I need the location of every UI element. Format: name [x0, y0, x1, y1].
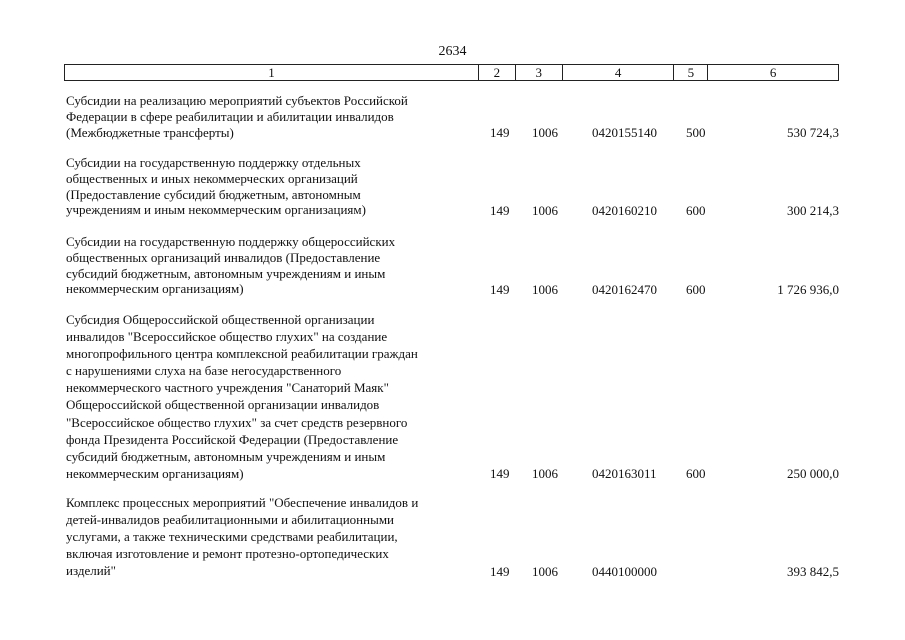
description-line: "Всероссийское общество глухих" за счет средств резервного	[66, 414, 408, 430]
gr-code: 149	[490, 466, 510, 482]
table-header	[64, 64, 839, 81]
expense-type-code: 600	[686, 466, 706, 482]
page-number: 2634	[438, 44, 467, 59]
gr-code: 149	[490, 203, 510, 219]
description-line: Общероссийской общественной организации инвалидов	[66, 397, 380, 413]
section-code: 1006	[532, 466, 558, 482]
expense-type-code: 600	[686, 203, 706, 219]
expense-type-code: 500	[686, 125, 706, 141]
description-line: общественных и иных некоммерческих организаций	[66, 170, 358, 186]
description-line: некоммерческого частного учреждения "Санаторий Маяк"	[66, 380, 389, 396]
header-col-5: 5	[674, 65, 708, 80]
table-row	[66, 494, 839, 580]
section-code: 1006	[532, 203, 558, 219]
table-row	[66, 234, 839, 298]
amount: 1 726 936,0	[777, 282, 839, 298]
target-code: 0440100000	[592, 564, 657, 580]
amount: 530 724,3	[787, 125, 839, 141]
section-code: 1006	[532, 125, 558, 141]
description-line: субсидий бюджетным, автономным учреждениям и иным	[66, 448, 386, 464]
description-line: субсидий бюджетным, автономным учреждениям и иным	[66, 265, 386, 281]
header-col-6: 6	[769, 65, 777, 80]
table-row	[66, 93, 839, 141]
description-line: услугами, а также техническими средствами реабилитации,	[66, 529, 398, 544]
description-line: общественных организаций инвалидов (Предоставление	[66, 249, 381, 265]
amount: 393 842,5	[787, 564, 839, 580]
section-code: 1006	[532, 282, 558, 298]
target-code: 0420155140	[592, 125, 657, 141]
description-line: с нарушениями слуха на базе негосударственного	[66, 363, 342, 379]
description-line: фонда Президента Российской Федерации (Предоставление	[66, 431, 399, 447]
table-row	[66, 155, 839, 219]
row-description	[66, 311, 477, 482]
description-line: некоммерческим организациям)	[66, 281, 244, 297]
description-line: Федерации в сфере реабилитации и абилитации инвалидов	[66, 108, 394, 124]
description-line: инвалидов "Всероссийское общество глухих" на создание	[66, 329, 388, 345]
description-line: многопрофильного центра комплексной реабилитации граждан	[66, 346, 418, 362]
header-col-4: 4	[563, 65, 675, 80]
section-code: 1006	[532, 564, 558, 580]
table-row	[66, 311, 839, 482]
gr-code: 149	[490, 125, 510, 141]
description-line: изделий"	[66, 563, 116, 578]
description-line: Комплекс процессных мероприятий "Обеспечение инвалидов и	[66, 495, 419, 510]
gr-code: 149	[490, 564, 510, 580]
header-col-3: 3	[516, 65, 563, 80]
amount: 250 000,0	[787, 466, 839, 482]
description-line: Субсидии на реализацию мероприятий субъектов Российской	[66, 93, 408, 108]
description-line: Субсидии на государственную поддержку отдельных	[66, 155, 361, 170]
expense-type-code: 600	[686, 282, 706, 298]
header-col-2: 2	[479, 65, 516, 80]
description-line: Субсидии на государственную поддержку общероссийских	[66, 234, 396, 249]
description-line: учреждениям и иным некоммерческим организациям)	[66, 202, 366, 218]
header-col-1: 1	[65, 65, 479, 80]
description-line: (Межбюджетные трансферты)	[66, 124, 234, 140]
amount: 300 214,3	[787, 203, 839, 219]
description-line: Субсидия Общероссийской общественной организации	[66, 312, 375, 327]
target-code: 0420163011	[592, 466, 657, 482]
gr-code: 149	[490, 282, 510, 298]
target-code: 0420162470	[592, 282, 657, 298]
target-code: 0420160210	[592, 203, 657, 219]
description-line: детей-инвалидов реабилитационными и абилитационными	[66, 512, 395, 527]
description-line: (Предоставление субсидий бюджетным, автономным	[66, 186, 361, 202]
description-line: включая изготовление и ремонт протезно-ортопедических	[66, 546, 389, 561]
description-line: некоммерческим организациям)	[66, 465, 244, 481]
